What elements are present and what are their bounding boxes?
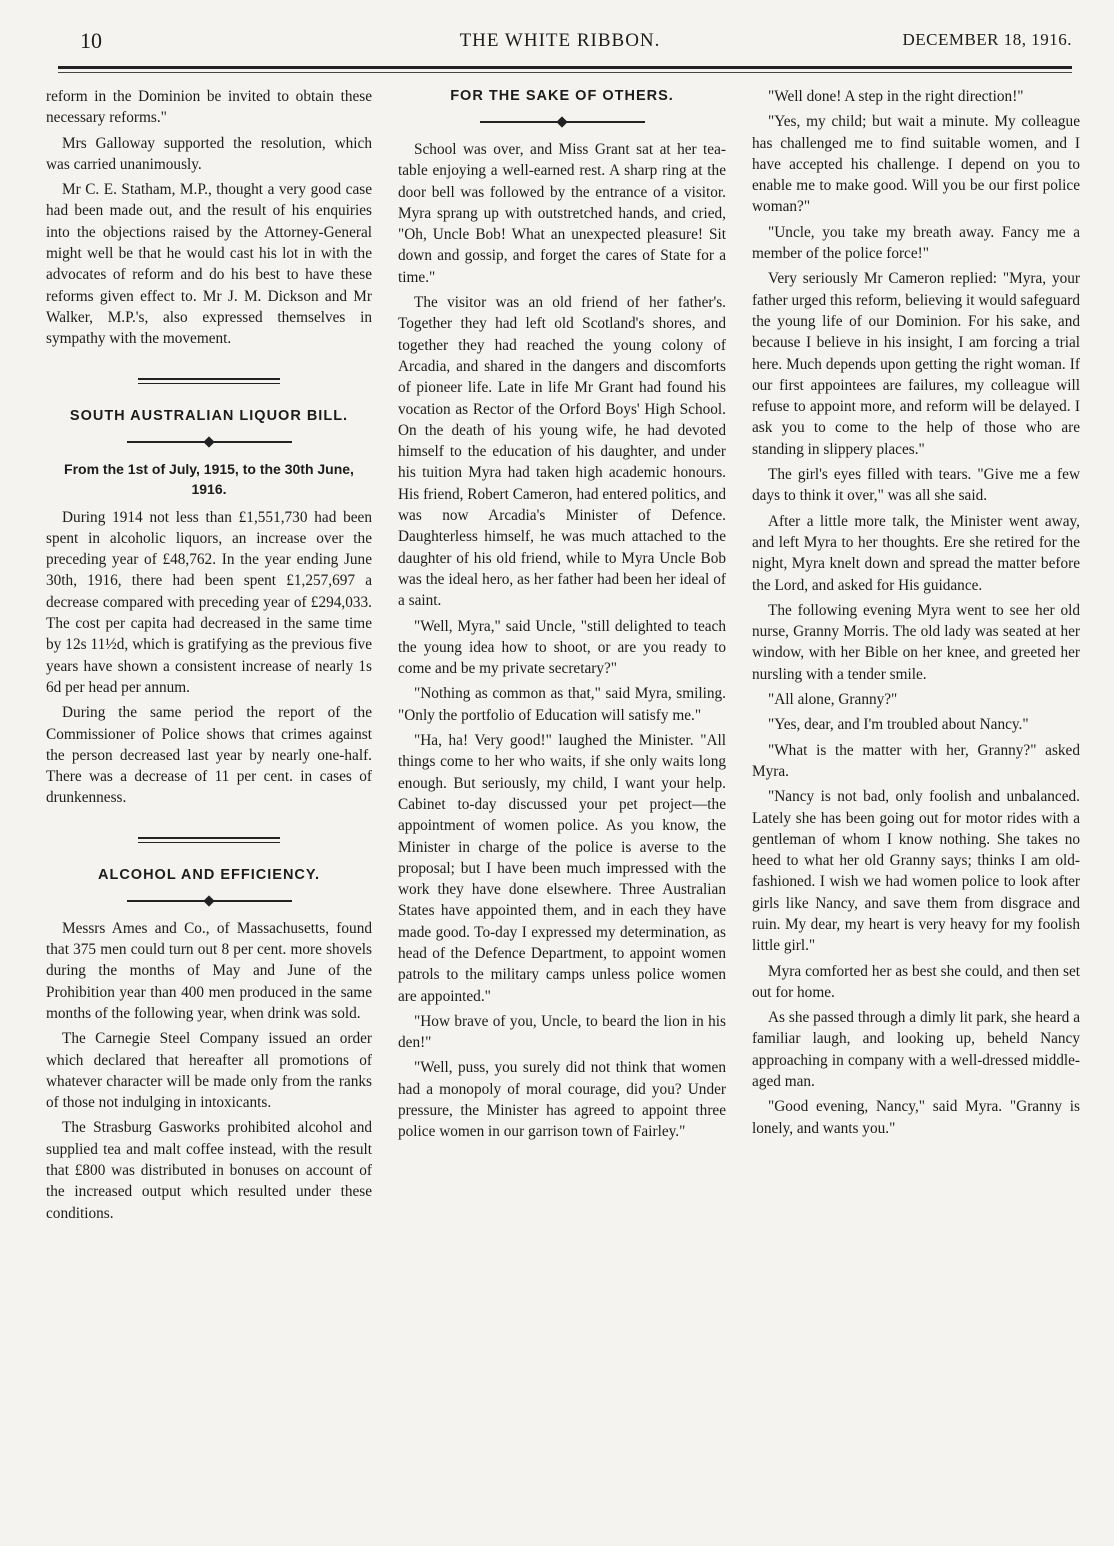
title-ornament [480,119,645,125]
paragraph: "Yes, my child; but wait a minute. My colleague has challenged me to find suitable women, and I have accepted his challenge. I depend on you to enable me to make good. Will you be our first police woman?" [752,113,1080,216]
paragraph: The girl's eyes filled with tears. "Give me a few days to think it over," was all she said. [752,466,1080,505]
paragraph: "Nothing as common as that," said Myra, smiling. "Only the portfolio of Education will satisfy me." [398,685,726,724]
header-rule [58,66,1072,69]
paragraph: "Nancy is not bad, only foolish and unbalanced. Lately she has been going out for motor rides with a gentleman of whom I know nothing. She takes no heed to what her old Granny says; thinks I am old-fashioned. I wish we had women police to look after girls like Nancy, and save them from disgrace and ruin. My dear, my heart is very heavy for my foolish little girl." [752,788,1080,955]
paragraph: "Well done! A step in the right direction!" [768,88,1024,105]
paragraph: The visitor was an old friend of her father's. Together they had left old Scotland's shores, and together they had reached the young colony of Arcadia, and shared in the dangers and discomforts of pioneer life. Late in life Mr Grant had found his vocation as Rector of the Orford Boys' High School. On the death of his young wife, he had devoted himself to the education of his daughter, and under his tuition Myra had taken high academic honours. His friend, Robert Cameron, had entered politics, and was now Arcadia's Minister of Defence. Daughterless himself, he was much attached to the daughter of his old friend, while to Myra Uncle Bob was the ideal hero, as her father had been her ideal of a saint. [398,294,726,610]
paragraph: The following evening Myra went to see her old nurse, Granny Morris. The old lady was seated at her window, with her Bible on her knee, and greeted her nursling with a tender smile. [752,601,1080,683]
issue-date: DECEMBER 18, 1916. [902,30,1072,49]
column-2 [398,86,726,1147]
title-ornament [127,898,292,904]
article-subtitle: From the 1st of July, 1915, to the 30th June, 1916. [64,460,354,497]
article-title: FOR THE SAKE OF OTHERS. [450,88,674,104]
paragraph: As she passed through a dimly lit park, she heard a familiar laugh, and looking up, beheld Nancy approaching in company with a well-dressed middle-aged man. [752,1009,1080,1091]
paragraph: "Good evening, Nancy," said Myra. "Granny is lonely, and wants you." [752,1098,1080,1137]
paragraph: "Ha, ha! Very good!" laughed the Minister. "All things come to her who waits, if she only waits long enough. But seriously, my child, I want your help. Cabinet to-day discussed your pet project—the appointment of women police. As you know, the Minister in charge of the police is averse to the proposal; but I have been much impressed with the work they have done elsewhere. Three Australian States have appointed them, and in each they have made good. To-day I expressed my determination, as head of the Defence Department, to appoint women patrols to the military camps unless police women are appointed." [398,732,726,1005]
paragraph: reform in the Dominion be invited to obtain these necessary reforms." [46,88,372,127]
paragraph: During the same period the report of the Commissioner of Police shows that crimes against the person decreased last year by nearly one-half. There was a decrease of 11 per cent. in cases of drunkenness. [46,704,372,807]
paragraph: Very seriously Mr Cameron replied: "Myra, your father urged this reform, believing it would safeguard the young life of our Dominion. For his sake, and because I believe in his insight, I am forcing a trial here. Much depends upon getting the right woman. If our first appointees are failures, my colleague will refuse to appoint more, and reform will be delayed. I ask you to come to the help of those who are standing in slippery places." [752,270,1080,458]
section-divider [138,837,280,843]
section-divider [138,378,280,384]
paragraph: "Yes, dear, and I'm troubled about Nancy." [768,716,1029,734]
paragraph: During 1914 not less than £1,551,730 had been spent in alcoholic liquors, an increase over the preceding year of £48,762. In the year ending June 30th, 1916, there had been spent £1,257,697 a decrease compared with preceding year of £294,033. The cost per capita had decreased in the same time by 12s 11½d, which is gratifying as the previous five years have shown a consistent increase of nearly 1s 6d per head per annum. [46,508,372,696]
paragraph: "Uncle, you take my breath away. Fancy me a member of the police force!" [752,223,1080,263]
paragraph: "What is the matter with her, Granny?" asked Myra. [752,741,1080,780]
paragraph: "How brave of you, Uncle, to beard the lion in his den!" [398,1012,726,1052]
column-3 [752,86,1080,1143]
paragraph: Messrs Ames and Co., of Massachusetts, found that 375 men could turn out 8 per cent. more shovels during the months of May and June of the Prohibition year than 400 men produced in the same months of the following year, when drink was sold. [46,919,372,1022]
paragraph: "Well, Myra," said Uncle, "still delighted to teach the young idea how to shoot, or are you ready to come and be my private secretary?" [398,617,726,678]
paragraph: Mrs Galloway supported the resolution, which was carried unanimously. [46,134,372,173]
article-title: ALCOHOL AND EFFICIENCY. [98,866,320,883]
paragraph: Myra comforted her as best she could, and then set out for home. [752,962,1080,1001]
paragraph: School was over, and Miss Grant sat at her tea-table enjoying a well-earned rest. A sharp ring at the door bell was followed by the entrance of a visitor. Myra sprang up with outstretched hands, and cried, "Oh, Uncle Bob! What an unexpected pleasure! Sit down and gossip, and forget the cares of State for a time." [398,141,726,286]
title-ornament [127,439,292,445]
page-number: 10 [80,28,102,53]
paragraph: The Carnegie Steel Company issued an order which declared that hereafter all promotions of whatever character will be made only from the ranks of those not indulging in intoxicants. [46,1030,372,1112]
paragraph: The Strasburg Gasworks prohibited alcohol and supplied tea and malt coffee instead, with the result that £800 was distributed in bonuses on account of the increased output which resulted under these conditions. [46,1119,372,1222]
masthead: THE WHITE RIBBON. [459,30,661,51]
paragraph: After a little more talk, the Minister went away, and left Myra to her thoughts. Ere she retired for the night, Myra knelt down and spread the matter before the Lord, and asked for His guidance. [752,512,1080,594]
paragraph: "All alone, Granny?" [768,691,898,709]
paragraph: Mr C. E. Statham, M.P., thought a very good case had been made out, and the result of his enquiries into the objections raised by the Attorney-General might well be that he would cast his lot in with the advocates of reform and do his best to have these reforms given effect to. Mr J. M. Dickson and Mr Walker, M.P.'s, also expressed themselves in sympathy with the movement. [46,181,372,348]
page-header [48,28,1072,58]
paragraph: "Well, puss, you surely did not think that women had a monopoly of moral courage, did you? Under pressure, the Minister has agreed to appoint three police women in our garrison town of Fairley." [398,1059,726,1141]
article-title: SOUTH AUSTRALIAN LIQUOR BILL. [69,407,349,424]
column-1 [46,86,372,1228]
header-rule-thin [58,72,1072,73]
